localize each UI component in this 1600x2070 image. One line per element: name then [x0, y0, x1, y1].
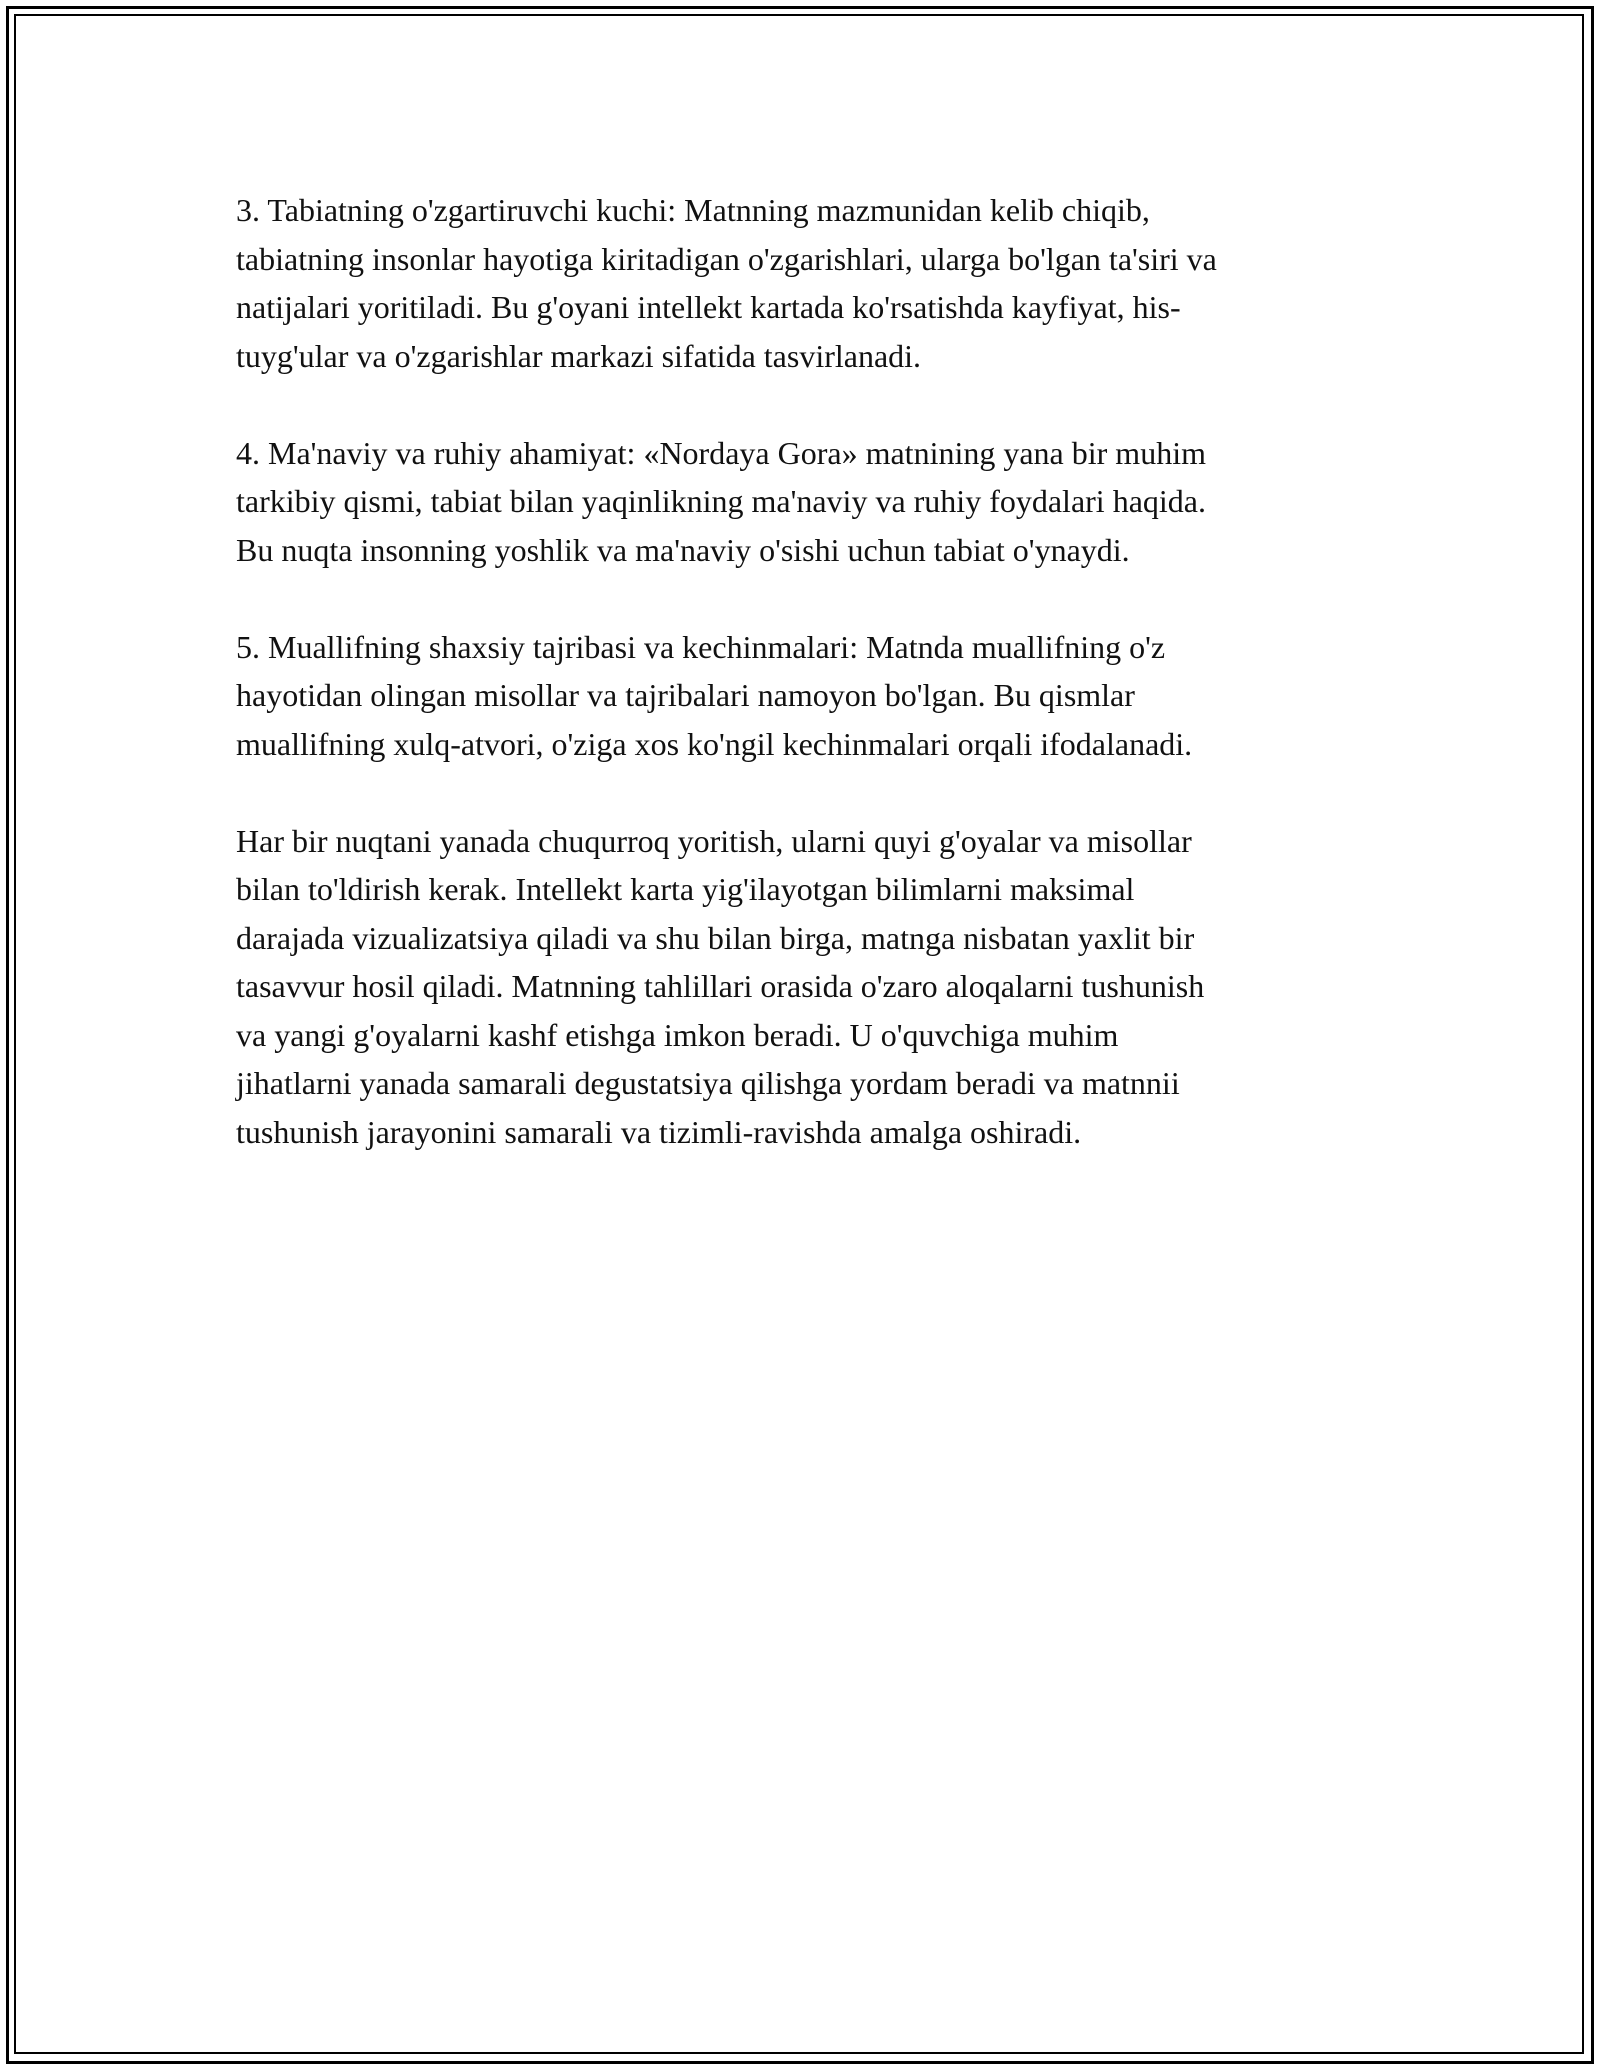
text-line: tarkibiy qismi, tabiat bilan yaqinlikning ma'naviy va ruhiy foydalari haqida. — [236, 483, 1206, 519]
text-line: Bu nuqta insonning yoshlik va ma'naviy o'sishi uchun tabiat o'ynaydi. — [236, 531, 1130, 568]
text-line: 4. Ma'naviy va ruhiy ahamiyat: «Nordaya Gora» matnining yana bir muhim — [236, 434, 1206, 471]
document-body — [236, 186, 1386, 1205]
text-line: tasavvur hosil qiladi. Matnning tahlillari orasida o'zaro aloqalarni tushunish — [236, 968, 1205, 1004]
paragraph-point-4 — [236, 429, 1386, 575]
text-line: tabiatning insonlar hayotiga kiritadigan o'zgarishlari, ularga bo'lgan ta'siri va — [236, 240, 1217, 277]
text-line: darajada vizualizatsiya qiladi va shu bilan birga, matnga nisbatan yaxlit bir — [236, 919, 1195, 956]
paragraph-point-3 — [236, 186, 1386, 380]
text-line: tuyg'ular va o'zgarishlar markazi sifatida tasvirlanadi. — [236, 337, 922, 374]
text-line: va yangi g'oyalarni kashf etishga imkon beradi. U o'quvchiga muhim — [236, 1016, 1119, 1053]
paragraph-conclusion — [236, 817, 1386, 1157]
text-line: natijalari yoritiladi. Bu g'oyani intellekt kartada ko'rsatishda kayfiyat, his- — [236, 289, 1181, 325]
text-line: hayotidan olingan misollar va tajribalari namoyon bo'lgan. Bu qismlar — [236, 677, 1135, 713]
text-line: muallifning xulq-atvori, o'ziga xos ko'ngil kechinmalari orqali ifodalanadi. — [236, 725, 1193, 762]
text-line: jihatlarni yanada samarali degustatsiya qilishga yordam beradi va matnnii — [236, 1065, 1180, 1101]
text-line: Har bir nuqtani yanada chuqurroq yoritish, ularni quyi g'oyalar va misollar — [236, 822, 1192, 859]
text-line: 5. Muallifning shaxsiy tajribasi va kechinmalari: Matnda muallifning o'z — [236, 628, 1166, 665]
paragraph-point-5 — [236, 623, 1386, 769]
text-line: bilan to'ldirish kerak. Intellekt karta yig'ilayotgan bilimlarni maksimal — [236, 871, 1135, 907]
text-line: tushunish jarayonini samarali va tizimli-ravishda amalga oshiradi. — [236, 1113, 1082, 1150]
text-line: 3. Tabiatning o'zgartiruvchi kuchi: Matnning mazmunidan kelib chiqib, — [236, 192, 1150, 228]
